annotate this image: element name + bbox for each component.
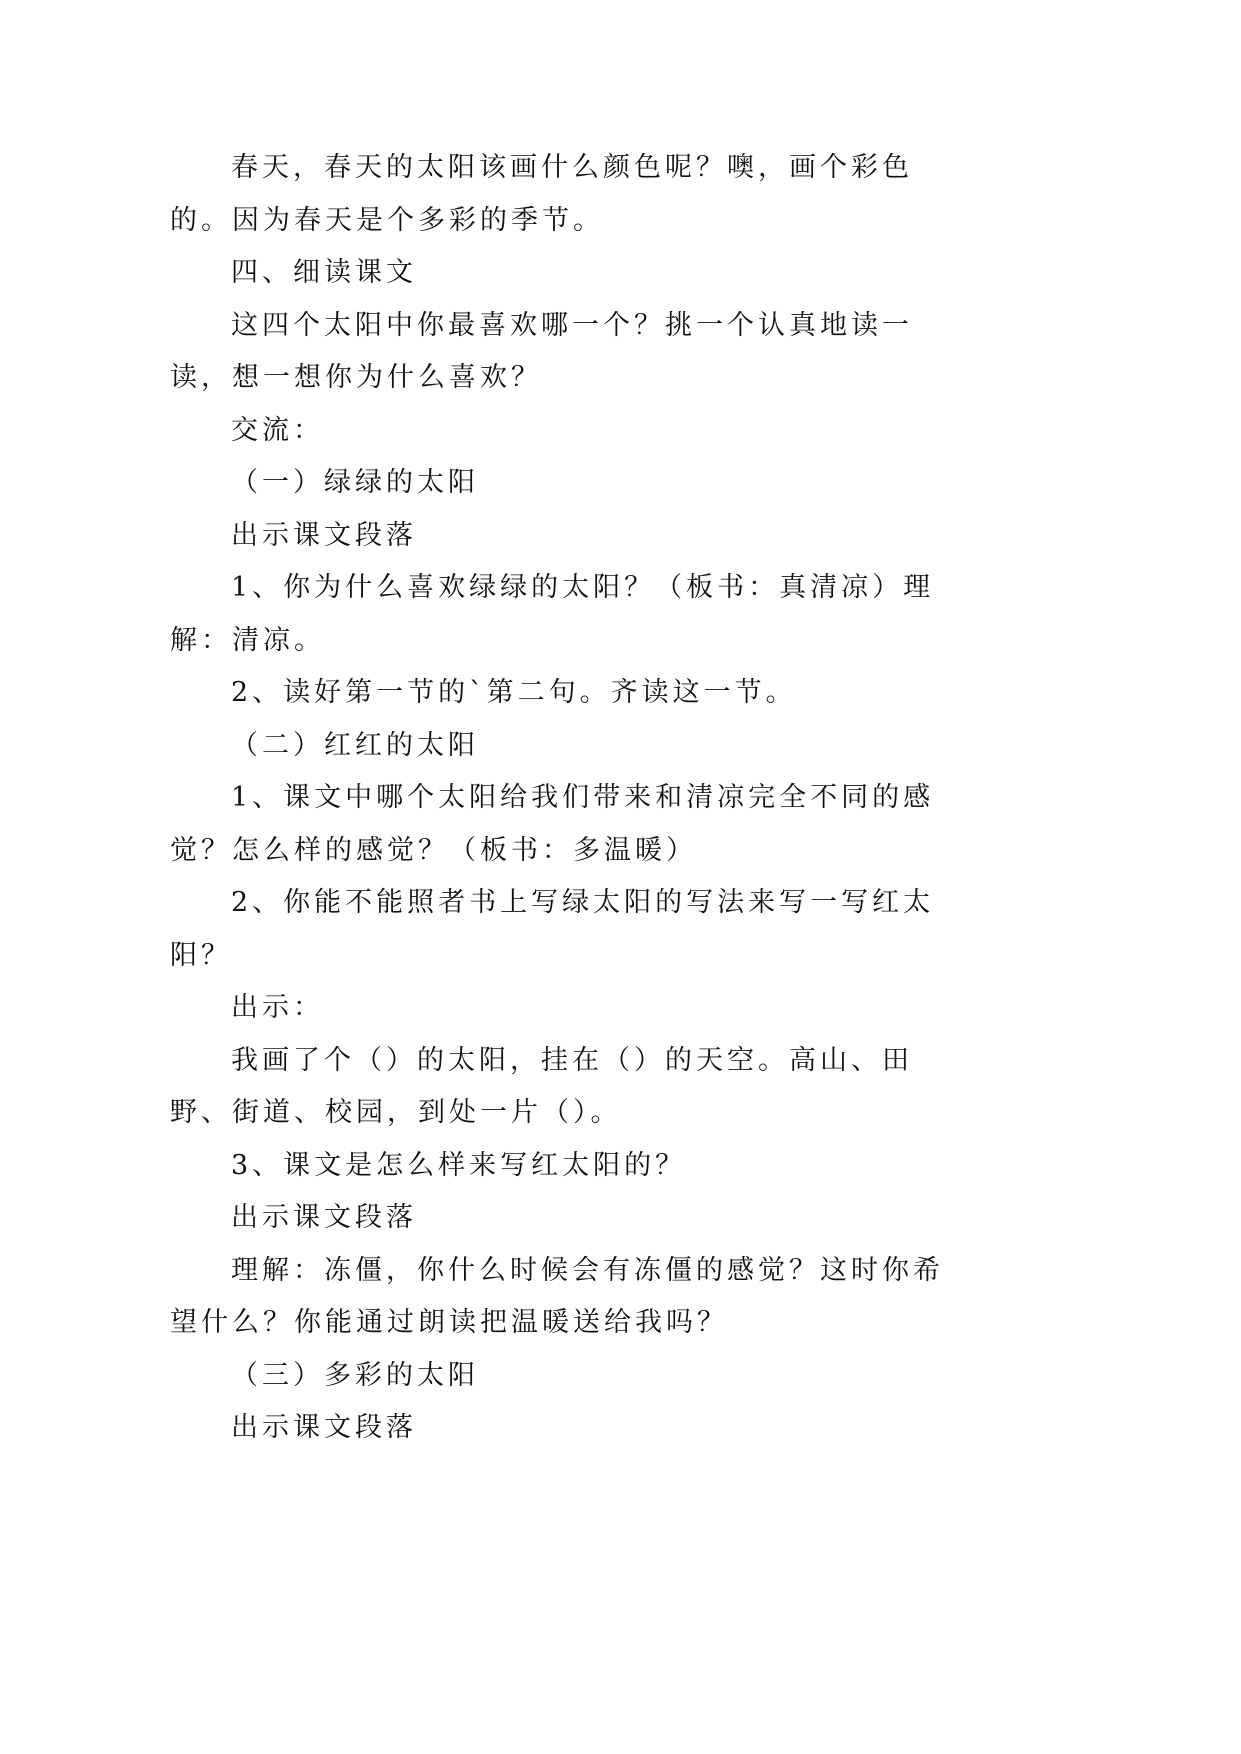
paragraph: 出示课文段落 [231,1202,417,1233]
paragraph: 春天，春天的太阳该画什么颜色呢？噢，画个彩色的。因为春天是个多彩的季节。 [170,152,913,236]
document-body [170,142,960,1455]
paragraph: 这四个太阳中你最喜欢哪一个？挑一个认真地读一读，想一想你为什么喜欢？ [170,309,913,393]
paragraph: 1、你为什么喜欢绿绿的太阳？（板书：真清凉）理解：清凉。 [170,572,935,656]
paragraph: 2、读好第一节的`第二句。齐读这一节。 [231,677,797,708]
section-heading: 四、细读课文 [231,257,417,288]
paragraph: 出示： [231,992,324,1023]
paragraph: 交流： [231,414,324,446]
paragraph: 1、课文中哪个太阳给我们带来和清凉完全不同的感觉？怎么样的感觉？（板书：多温暖） [170,782,935,866]
paragraph: 理解：冻僵，你什么时候会有冻僵的感觉？这时你希望什么？你能通过朗读把温暖送给我吗？ [170,1254,944,1338]
paragraph: 我画了个（）的太阳，挂在（）的天空。高山、田野、街道、校园，到处一片（）。 [170,1044,913,1128]
paragraph: 3、课文是怎么样来写红太阳的？ [231,1149,687,1181]
subsection-heading: （三）多彩的太阳 [231,1359,479,1391]
subsection-heading: （二）红红的太阳 [231,729,479,761]
paragraph: 出示课文段落 [231,1412,417,1443]
subsection-heading: （一）绿绿的太阳 [231,467,479,498]
paragraph: 2、你能不能照者书上写绿太阳的写法来写一写红太阳？ [170,887,935,971]
paragraph: 出示课文段落 [231,519,417,551]
